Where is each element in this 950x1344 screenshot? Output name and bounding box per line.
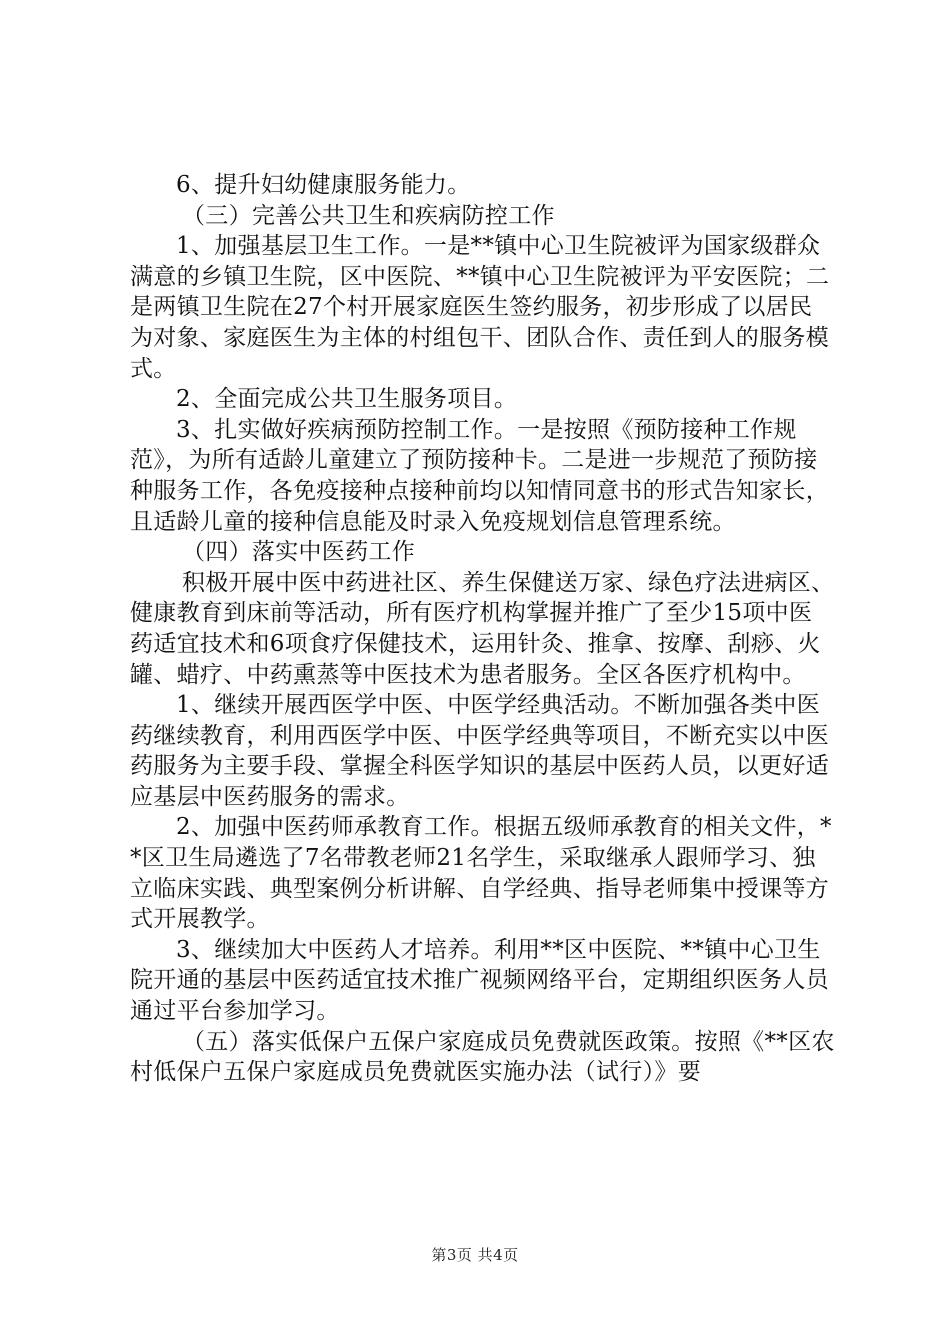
- paragraph-primary-care: 1、加强基层卫生工作。一是**镇中心卫生院被评为国家级群众满意的乡镇卫生院，区中医院、**镇中心卫生院被评为平安医院；二是两镇卫生院在27个村开展家庭医生签约服务，初步形成了以居民为对象、家庭医生为主体的村组包干、团队合作、责任到人的服务模式。: [130, 233, 830, 382]
- paragraph-tcm-mentorship: 2、加强中医药师承教育工作。根据五级师承教育的相关文件，**区卫生局遴选了7名带教老师21名学生，采取继承人跟师学习、独立临床实践、典型案例分析讲解、自学经典、指导老师集中授课等方式开展教学。: [130, 814, 832, 933]
- paragraph-tcm-education: 1、继续开展西医学中医、中医学经典活动。不断加强各类中医药继续教育，利用西医学中医、中医学经典等项目，不断充实以中医药服务为主要手段、掌握全科医学知识的基层中医药人员，以更好适应基层中医药服务的需求。: [130, 692, 829, 810]
- page-footer: 第3页 共4页: [431, 1246, 519, 1264]
- paragraph-tcm-activities: 积极开展中医中药进社区、养生保健送万家、绿色疗法进病区、健康教育到床前等活动，所有医疗机构掌握并推广了至少15项中医药适宜技术和6项食疗保健技术，运用针灸、推拿、按摩、刮痧、火罐、蜡疗、中药熏蒸等中医技术为患者服务。全区各医疗机构中。: [130, 569, 835, 688]
- paragraph-public-health-services: 2、全面完成公共卫生服务项目。: [176, 386, 518, 413]
- paragraph-tcm-talent: 3、继续加大中医药人才培养。利用**区中医院、**镇中心卫生院开通的基层中医药适宜技术推广视频网络平台，定期组织医务人员通过平台参加学习。: [130, 936, 829, 1025]
- document-body: [130, 170, 835, 1088]
- section-heading-4: （四）落实中医药工作: [182, 539, 415, 566]
- section-heading-5: （五）落实低保户五保户家庭成员免费就医政策。按照《**区农村低保户五保户家庭成员免费就医实施办法（试行）》要: [130, 1028, 835, 1086]
- paragraph-disease-prevention: 3、扎实做好疾病预防控制工作。一是按照《预防接种工作规范》，为所有适龄儿童建立了预防接种卡。二是进一步规范了预防接种服务工作，各免疫接种点接种前均以知情同意书的形式告知家长，且适龄儿童的接种信息能及时录入免疫规划信息管理系统。: [130, 416, 829, 535]
- paragraph-item-6: 6、提升妇幼健康服务能力。: [176, 172, 471, 198]
- section-heading-3: （三）完善公共卫生和疾病防控工作: [182, 202, 555, 229]
